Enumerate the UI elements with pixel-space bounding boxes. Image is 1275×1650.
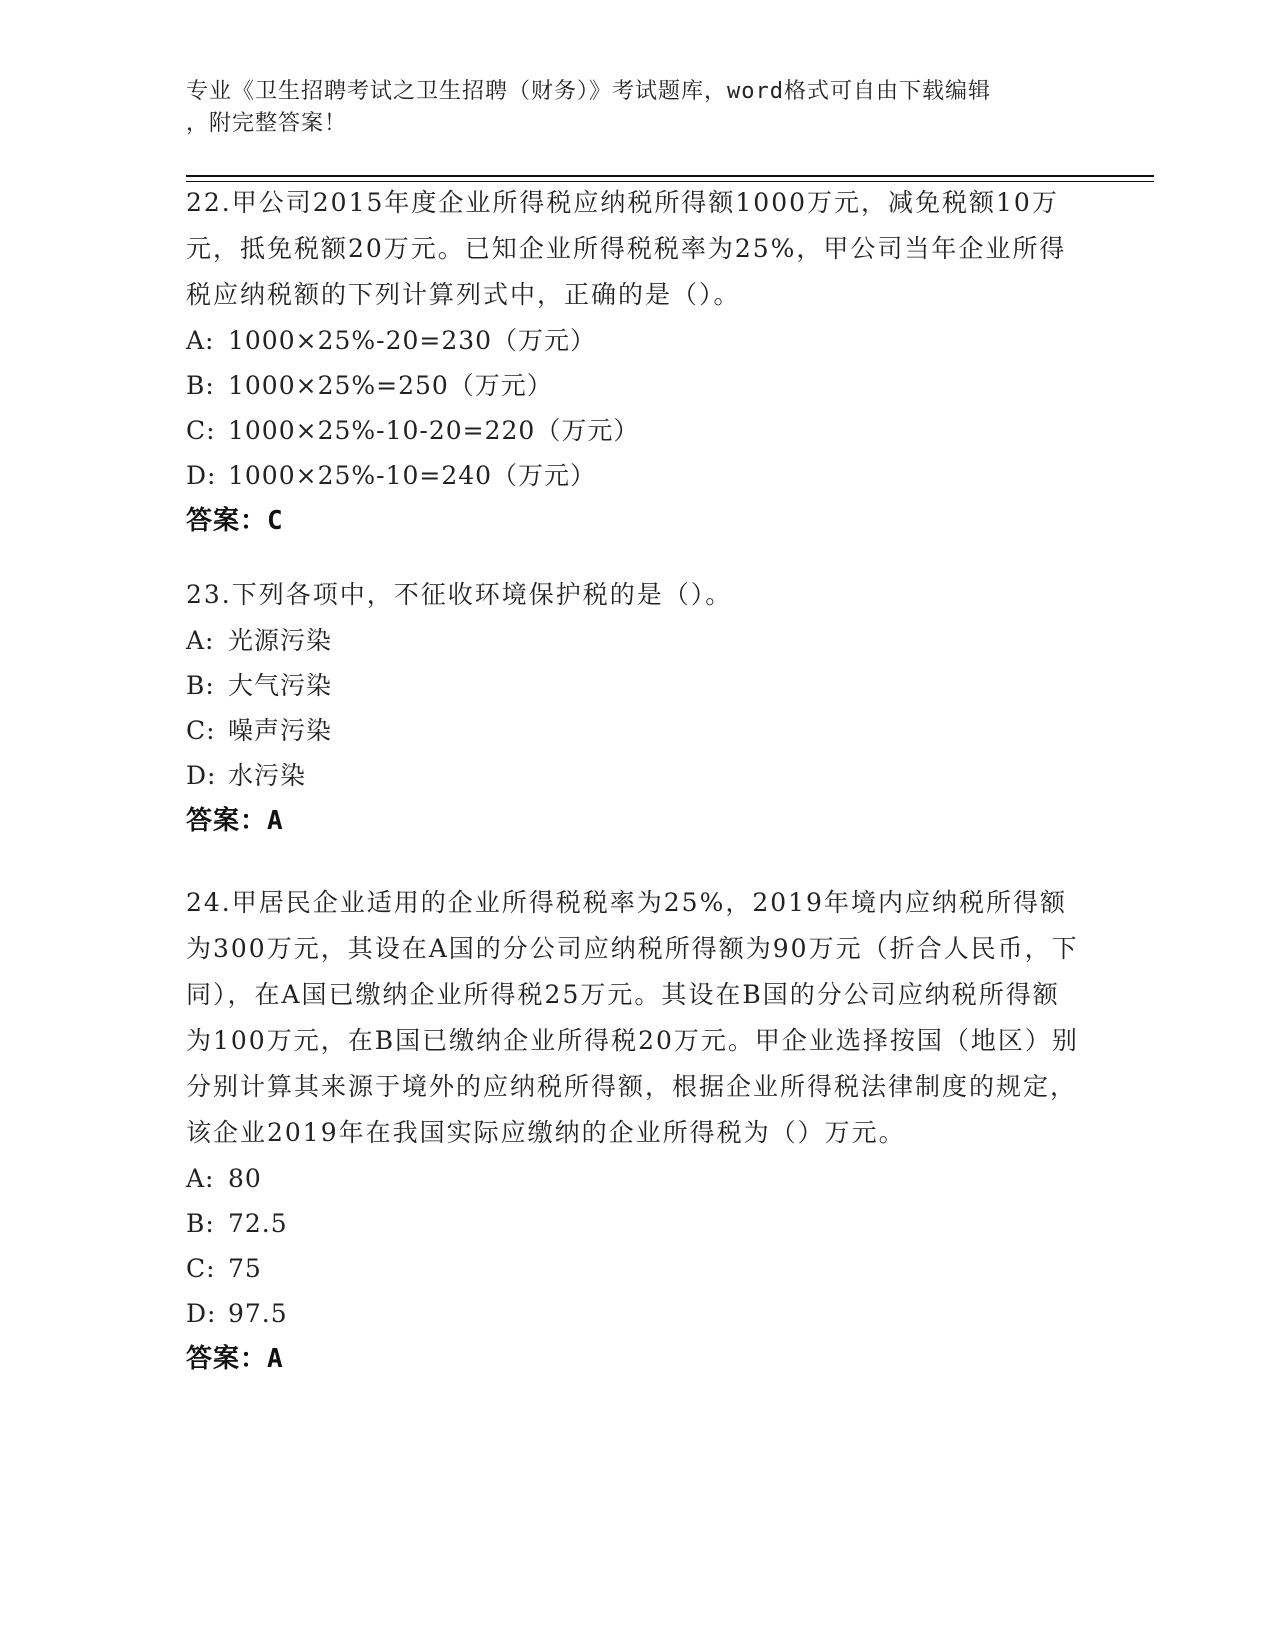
option-letter: C: [186,716,216,745]
question-stem: 24.甲居民企业适用的企业所得税税率为25%，2019年境内应纳税所得额为300万元，其设在A国的分公司应纳税所得额为90万元（折合人民币，下同），在A国已缴纳企业所得税25万元。其设在B国的分公司应纳税所得额为100万元，在B国已缴纳企业所得税20万元。甲企业选择按国（地区）别分别计算其来源于境外的应纳税所得额，根据企业所得税法律制度的规定，该企业2019年在我国实际应缴纳的企业所得税为（）万元。 [186,888,1079,1147]
answer-value: A [267,1344,284,1374]
option-letter: C: [186,416,216,445]
option-c [186,408,1086,453]
answer-line [186,1336,1086,1382]
option-b [186,363,1086,408]
document-header [186,76,1066,140]
question-24 [186,880,1086,1382]
answer-label: 答案： [186,506,268,536]
question-stem: 22.甲公司2015年度企业所得税应纳税所得额1000万元，减免税额10万元，抵免税额20万元。已知企业所得税税率为25%，甲公司当年企业所得税应纳税额的下列计算列式中，正确的是（）。 [186,188,1067,309]
option-letter: A: [186,1164,215,1193]
option-letter: B: [186,1209,215,1238]
answer-label: 答案： [186,1344,268,1374]
option-b [186,663,1086,708]
option-text: 97.5 [228,1299,288,1328]
option-a [186,318,1086,363]
option-text: 水污染 [228,761,307,790]
option-text: 光源污染 [228,626,333,655]
option-text: 1000×25%-20=230（万元） [228,326,597,355]
option-c [186,708,1086,753]
option-b [186,1201,1086,1246]
header-line-1: 专业《卫生招聘考试之卫生招聘（财务）》考试题库，word格式可自由下载编辑 [186,79,991,104]
header-divider-thick [186,175,1154,177]
header-line-2: ，附完整答案！ [186,111,348,136]
option-text: 1000×25%=250（万元） [228,371,553,400]
option-letter: A: [186,626,215,655]
answer-value: A [267,806,284,836]
option-text: 80 [228,1164,262,1193]
option-letter: D: [186,1299,217,1328]
option-letter: A: [186,326,215,355]
option-d [186,453,1086,498]
option-letter: D: [186,461,217,490]
option-text: 大气污染 [228,671,333,700]
answer-line [186,498,1086,544]
option-text: 75 [228,1254,262,1283]
question-22 [186,180,1086,544]
option-text: 72.5 [228,1209,288,1238]
option-text: 1000×25%-10-20=220（万元） [228,416,640,445]
question-stem: 23.下列各项中，不征收环境保护税的是（）。 [186,580,733,609]
option-text: 噪声污染 [228,716,333,745]
option-text: 1000×25%-10=240（万元） [228,461,597,490]
option-a [186,618,1086,663]
option-letter: D: [186,761,217,790]
answer-label: 答案： [186,806,268,836]
option-letter: C: [186,1254,216,1283]
option-letter: B: [186,671,215,700]
option-d [186,1291,1086,1336]
answer-value: C [267,506,284,536]
option-c [186,1246,1086,1291]
answer-line [186,798,1086,844]
option-a [186,1156,1086,1201]
option-letter: B: [186,371,215,400]
question-23 [186,572,1086,844]
option-d [186,753,1086,798]
